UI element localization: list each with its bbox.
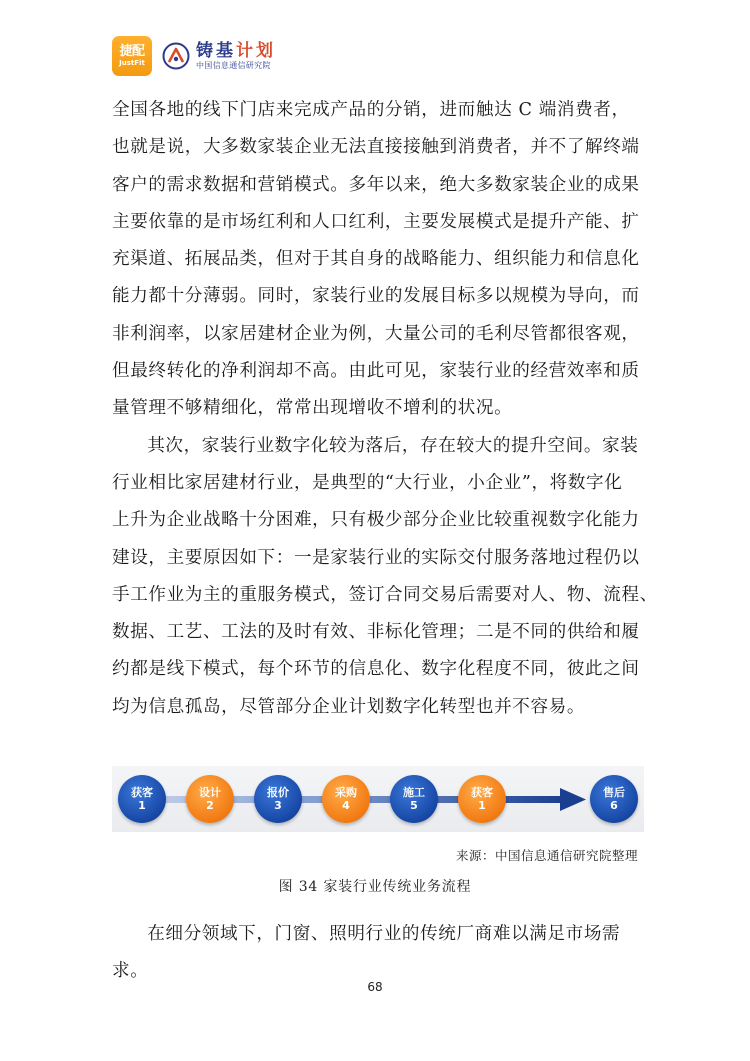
body-text bbox=[112, 92, 658, 726]
paragraph-line: 全国各地的线下门店来完成产品的分销，进而触达 C 端消费者， bbox=[112, 100, 630, 120]
process-diagram bbox=[112, 766, 644, 832]
process-step bbox=[458, 775, 506, 823]
paragraph-line: 主要依靠的是市场红利和人口红利，主要发展模式是提升产能、扩 bbox=[112, 211, 640, 232]
paragraph-line: 非利润率，以家居建材企业为例，大量公司的毛利尽管都很客观， bbox=[112, 323, 640, 344]
justfit-logo-en: JustFit bbox=[119, 59, 145, 67]
process-step-number: 6 bbox=[610, 799, 618, 812]
process-step-label: 设计 bbox=[199, 786, 221, 799]
paragraph-line: 约都是线下模式，每个环节的信息化、数字化程度不同，彼此之间 bbox=[112, 659, 640, 680]
paragraph-1 bbox=[112, 92, 638, 428]
justfit-logo-cn: 捷配 bbox=[119, 44, 145, 59]
paragraph-line: 行业相比家居建材行业，是典型的“大行业，小企业”，将数字化 bbox=[112, 472, 623, 493]
process-step-label: 获客 bbox=[131, 786, 153, 799]
paragraph-3: 在细分领域下，门窗、照明行业的传统厂商难以满足市场需求。 bbox=[112, 924, 621, 982]
process-step-label: 报价 bbox=[267, 786, 289, 799]
paragraph-line: 其次，家装行业数字化较为落后，存在较大的提升空间。家装 bbox=[147, 435, 639, 456]
process-step bbox=[390, 775, 438, 823]
process-step bbox=[322, 775, 370, 823]
paragraph-line: 建设，主要原因如下：一是家装行业的实际交付服务落地过程仍以 bbox=[112, 547, 640, 568]
process-step-number: 3 bbox=[274, 799, 282, 812]
paragraph-line: 但最终转化的净利润却不高。由此可见，家装行业的经营效率和质 bbox=[112, 361, 640, 382]
zhuji-mark-icon bbox=[162, 42, 190, 70]
process-step bbox=[118, 775, 166, 823]
process-step-label: 采购 bbox=[335, 786, 357, 799]
process-step-label: 施工 bbox=[403, 786, 425, 799]
zhuji-title-part1: 铸基 bbox=[196, 41, 236, 61]
figure-source: 来源：中国信息通信研究院整理 bbox=[455, 848, 638, 863]
process-step-number: 1 bbox=[478, 799, 486, 812]
paragraph-2 bbox=[112, 428, 658, 726]
zhuji-logo bbox=[162, 41, 276, 71]
zhuji-title-part2: 计划 bbox=[236, 41, 276, 61]
zhuji-title bbox=[196, 41, 276, 61]
process-step bbox=[254, 775, 302, 823]
process-step-label: 售后 bbox=[603, 786, 625, 799]
process-step-label: 获客 bbox=[471, 786, 493, 799]
process-arrow-head bbox=[560, 788, 586, 811]
paragraph-line: 均为信息孤岛，尽管部分企业计划数字化转型也并不容易。 bbox=[112, 696, 586, 717]
process-step-number: 4 bbox=[342, 799, 350, 812]
paragraph-line: 量管理不够精细化，常常出现增收不增利的状况。 bbox=[112, 398, 513, 419]
paragraph-line: 充渠道、拓展品类，但对于其自身的战略能力、组织能力和信息化 bbox=[112, 249, 640, 270]
paragraph-line: 也就是说，大多数家装企业无法直接接触到消费者，并不了解终端 bbox=[112, 137, 640, 158]
zhuji-subtitle: 中国信息通信研究院 bbox=[196, 61, 271, 70]
paragraph-line: 上升为企业战略十分困难，只有极少部分企业比较重视数字化能力 bbox=[112, 510, 640, 531]
paragraph-line: 手工作业为主的重服务模式，签订合同交易后需要对人、物、流程、 bbox=[112, 584, 658, 605]
page-header bbox=[112, 36, 276, 76]
page-number: 68 bbox=[367, 980, 383, 994]
process-step-number: 1 bbox=[138, 799, 146, 812]
paragraph-line: 客户的需求数据和营销模式。多年以来，绝大多数家装企业的成果 bbox=[112, 174, 640, 195]
paragraph-line: 能力都十分薄弱。同时，家装行业的发展目标多以规模为导向，而 bbox=[112, 286, 640, 307]
process-step bbox=[186, 775, 234, 823]
process-step-number: 2 bbox=[206, 799, 214, 812]
justfit-logo bbox=[112, 36, 152, 76]
process-step-number: 5 bbox=[410, 799, 418, 812]
paragraph-line: 数据、工艺、工法的及时有效、非标化管理；二是不同的供给和履 bbox=[112, 622, 640, 643]
figure-caption: 图 34 家装行业传统业务流程 bbox=[278, 879, 472, 895]
process-step bbox=[590, 775, 638, 823]
